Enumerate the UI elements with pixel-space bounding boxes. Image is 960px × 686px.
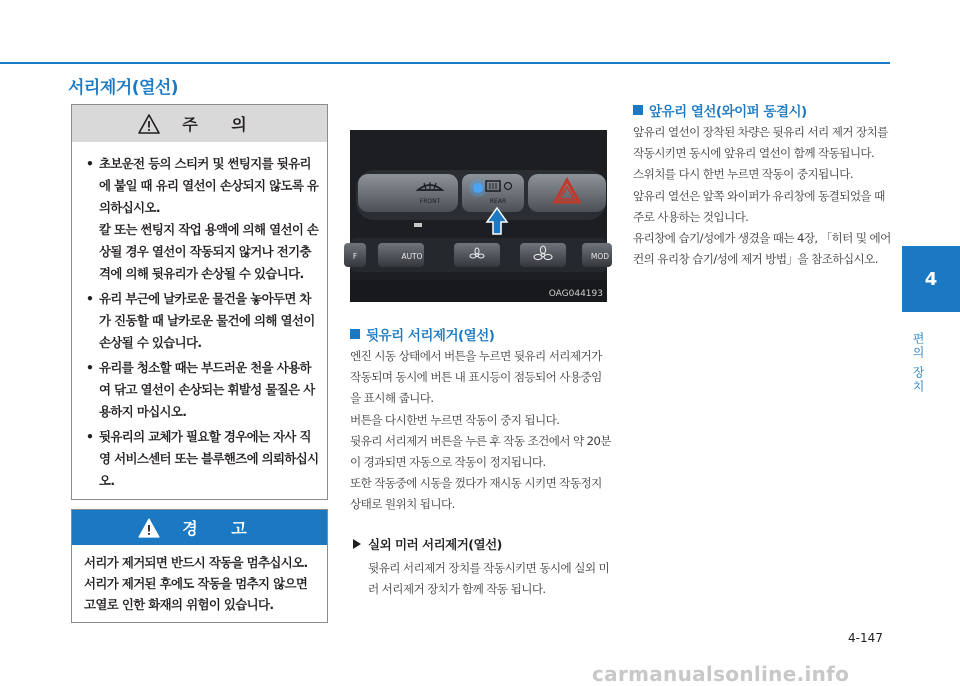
caution-item <box>86 288 319 354</box>
caution-item-text: • 뒷유리의 교체가 필요할 경우에는 자사 직영 서비스센터 또는 블루핸즈에 의뢰하십시오. <box>99 429 319 488</box>
warning-triangle-icon <box>138 518 160 538</box>
paragraph: 뒷유리 서리제거 버튼을 누른 후 작동 조건에서 약 20분이 경과되면 자동으로 작동이 정지됩니다. <box>350 433 611 470</box>
warning-box <box>71 509 328 623</box>
warning-triangle-icon <box>138 114 160 134</box>
mode-label: MOD <box>590 252 610 261</box>
triangle-bullet-icon <box>353 539 361 549</box>
fan-up-button <box>520 243 566 267</box>
caution-item-text: 칼 또는 썬팅지 작업 용액에 의해 열선이 손상될 경우 열선이 작동되지 않거나 전기충격에 의해 뒷유리가 손상될 수 있습니다. <box>99 222 319 281</box>
climate-panel-photo <box>350 130 610 302</box>
mirror-defrost-heading <box>353 535 502 553</box>
page-number: 4-147 <box>848 631 883 645</box>
caution-item <box>86 153 319 285</box>
photo-code: OAG044193 <box>548 289 603 299</box>
paragraph: 스위치를 다시 한번 누르면 작동이 중지됩니다. <box>633 167 853 182</box>
caution-item-text: • 유리를 청소할 때는 부드러운 천을 사용하여 닦고 열선이 손상되는 휘발성 물질은 사용하지 마십시오. <box>99 360 315 419</box>
fan-down-button <box>454 243 500 267</box>
chapter-label: 편의 장치 <box>911 332 925 394</box>
paragraph: 엔진 시동 상태에서 버튼을 누르면 뒷유리 서리제거가 작동되며 동시에 버튼 내 표시등이 점등되어 사용중임을 표시해 줍니다. <box>350 349 602 406</box>
square-bullet-icon <box>350 329 360 339</box>
caution-item-text: • 유리 부근에 날카로운 물건을 놓아두면 차가 진동할 때 날카로운 물건에 의해 열선이 손상될 수 있습니다. <box>99 291 315 350</box>
warning-text: 서리가 제거되면 반드시 작동을 멈추십시오. 서리가 제거된 후에도 작동을 멈추지 않으면 고열로 인한 화재의 위험이 있습니다. <box>84 555 308 612</box>
caution-item <box>86 426 319 492</box>
partial-label: F <box>352 252 358 261</box>
caution-title: 주 의 <box>182 115 261 134</box>
mirror-defrost-body: 뒷유리 서리제거 장치를 작동시키면 동시에 실외 미러 서리제거 장치가 함께 작동 됩니다. <box>368 561 610 597</box>
rear-defrost-body <box>350 346 612 516</box>
paragraph: 버튼을 다시한번 누르면 작동이 중지 됩니다. <box>350 412 560 427</box>
top-rule <box>0 62 890 64</box>
front-label: FRONT <box>419 198 441 205</box>
paragraph: 앞유리 열선은 앞쪽 와이퍼가 유리창에 동결되었을 때 주로 사용하는 것입니다. <box>633 188 885 224</box>
front-defrost-heading-text: 앞유리 열선(와이퍼 동결시) <box>649 104 807 120</box>
paragraph: 앞유리 열선이 장착된 차량은 뒷유리 서리 제거 장치를 작동시키면 동시에 앞유리 열선이 함께 작동됩니다. <box>633 125 888 161</box>
front-defrost-body <box>633 122 895 270</box>
front-defrost-heading <box>633 100 807 120</box>
auto-label: AUTO <box>401 252 423 261</box>
front-defrost-button <box>358 174 458 212</box>
watermark: carmanualsonline.info <box>592 662 850 686</box>
rear-defrost-heading <box>350 324 494 344</box>
paragraph: 또한 작동중에 시동을 껐다가 재시동 시키면 작동정지 상태로 원위치 됩니다. <box>350 476 602 512</box>
rear-defrost-heading-text: 뒷유리 서리제거(열선) <box>366 328 495 344</box>
chapter-tab: 4 <box>902 246 960 312</box>
square-bullet-icon <box>633 105 643 115</box>
caution-box <box>71 104 328 500</box>
caution-header <box>72 105 327 142</box>
rear-label: REAR <box>489 198 507 205</box>
warning-title: 경 고 <box>182 519 261 538</box>
caution-item <box>86 357 319 423</box>
warning-header <box>72 510 327 545</box>
caution-list <box>72 142 327 492</box>
paragraph: 유리창에 습기/성에가 생겼을 때는 4장, 「히터 및 에어컨의 유리창 습기/성에 제거 방법」을 참조하십시오. <box>633 231 891 267</box>
caution-item-text: • 초보운전 등의 스티커 및 썬팅지를 뒷유리에 붙일 때 유리 열선이 손상되지 않도록 유의하십시오. <box>99 156 319 215</box>
climate-panel-illustration <box>350 130 610 302</box>
section-title: 서리제거(열선) <box>68 78 179 98</box>
mirror-defrost-heading-text: 실외 미러 서리제거(열선) <box>368 537 502 552</box>
